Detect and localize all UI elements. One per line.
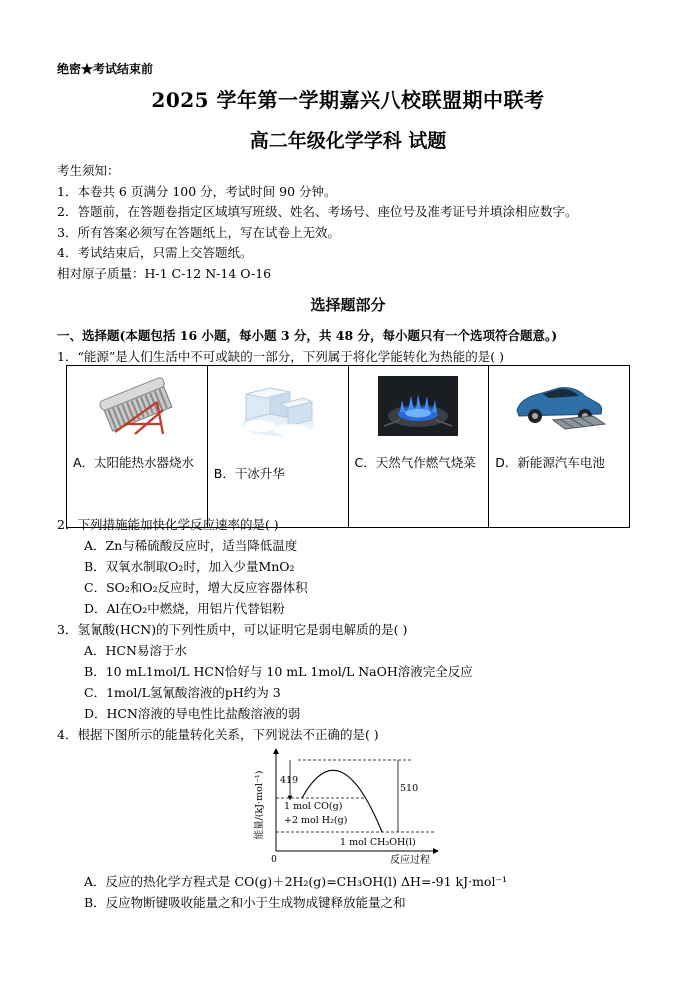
question-1-table bbox=[66, 365, 630, 528]
atomic-mass-line: 相对原子质量：H-1 C-12 N-14 O-16 bbox=[57, 265, 272, 281]
question-4-stem: 4．根据下图所示的能量转化关系，下列说法不正确的是( ) bbox=[57, 727, 379, 742]
origin-label: 0 bbox=[271, 855, 277, 865]
reactants-label-2: +2 mol H₂(g) bbox=[284, 815, 348, 826]
question-2-option-d: D．Al在O₂中燃烧，用铝片代替铝粉 bbox=[84, 601, 285, 616]
question-4-option-b: B．反应物断键吸收能量之和小于生成物成键释放能量之和 bbox=[84, 895, 406, 910]
confidential-mark: 绝密★考试结束前 bbox=[57, 62, 154, 76]
notice-item: 4．考试结束后，只需上交答题纸。 bbox=[57, 245, 253, 260]
y-axis-label: 能量/(kJ·mol⁻¹) bbox=[254, 770, 265, 840]
question-1-stem: 1．“能源”是人们生活中不可或缺的一部分，下列属于将化学能转化为热能的是( ) bbox=[57, 349, 504, 364]
option-caption: B．干冰升华 bbox=[213, 466, 285, 481]
question-3-stem: 3．氢氰酸(HCN)的下列性质中，可以证明它是弱电解质的是( ) bbox=[57, 622, 408, 637]
candidate-notice bbox=[57, 161, 577, 284]
reactants-label-1: 1 mol CO(g) bbox=[284, 801, 343, 812]
notice-heading: 考生须知： bbox=[57, 163, 120, 178]
question-3-option-b: B．10 mL1mol/L HCN恰好与 10 mL 1mol/L NaOH溶液完全反应 bbox=[84, 664, 473, 679]
x-axis-label: 反应过程 bbox=[390, 855, 430, 866]
option-caption: D．新能源汽车电池 bbox=[495, 455, 605, 470]
option-caption: A．太阳能热水器烧水 bbox=[73, 455, 195, 470]
question-2-option-c: C．SO₂和O₂反应时，增大反应容器体积 bbox=[84, 580, 308, 595]
option-cell-a bbox=[67, 366, 208, 528]
question-3-option-d: D．HCN溶液的导电性比盐酸溶液的弱 bbox=[84, 706, 301, 721]
product-label: 1 mol CH₃OH(l) bbox=[340, 837, 416, 848]
part-heading: 一、选择题(本题包括 16 小题，每小题 3 分，共 48 分，每小题只有一个选项符合题意。) bbox=[57, 328, 558, 343]
option-cell-d bbox=[489, 366, 630, 528]
notice-item: 1．本卷共 6 页满分 100 分，考试时间 90 分钟。 bbox=[57, 183, 337, 199]
exam-title: 2025 学年第一学期嘉兴八校联盟期中联考 bbox=[151, 88, 545, 112]
option-cell-c bbox=[348, 366, 489, 528]
section-title: 选择题部分 bbox=[310, 296, 386, 314]
electric-car-battery-icon bbox=[489, 366, 629, 446]
question-3-option-c: C．1mol/L氢氰酸溶液的pH约为 3 bbox=[84, 685, 281, 700]
question-4-option-a: A．反应的热化学方程式是 CO(g)＋2H₂(g)=CH₃OH(l) ΔH=-91 kJ·mol⁻¹ bbox=[84, 874, 508, 889]
question-2-stem: 2．下列措施能加快化学反应速率的是( ) bbox=[57, 517, 279, 532]
question-3-option-a: A．HCN易溶于水 bbox=[84, 643, 187, 658]
option-caption: C．天然气作燃气烧菜 bbox=[354, 455, 476, 470]
question-2-option-a: A．Zn与稀硫酸反应时，适当降低温度 bbox=[84, 538, 298, 553]
option-cell-b bbox=[207, 366, 348, 528]
exam-subtitle: 高二年级化学学科 试题 bbox=[249, 130, 447, 152]
notice-item: 3．所有答案必须写在答题纸上，写在试卷上无效。 bbox=[57, 224, 340, 240]
energy-diagram bbox=[240, 747, 440, 867]
dry-ice-icon bbox=[208, 366, 348, 446]
solar-water-heater-icon bbox=[67, 366, 207, 446]
notice-item: 2．答题前，在答题卷指定区域填写班级、姓名、考场号、座位号及准考证号并填涂相应数字。 bbox=[57, 204, 578, 219]
question-2-option-b: B．双氧水制取O₂时，加入少量MnO₂ bbox=[84, 559, 295, 574]
reverse-energy-label: 510 bbox=[400, 783, 419, 794]
gas-stove-flame-icon bbox=[349, 366, 489, 446]
activation-energy-label: 419 bbox=[280, 775, 299, 786]
